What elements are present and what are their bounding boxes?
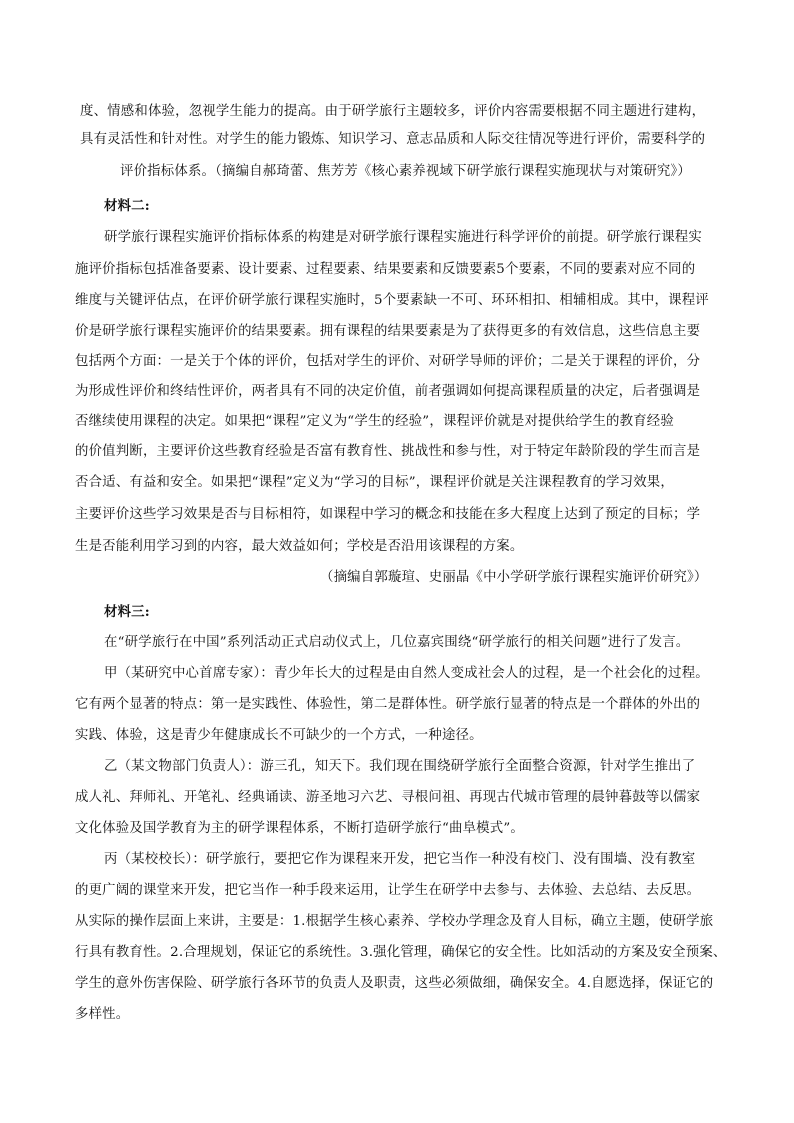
material-2-line-3: 维度与关键评估点，在评价研学旅行课程实施时，5个要素缺一不可、环环相扣、相辅相成。其中，课程评 xyxy=(75,293,709,308)
material-2-heading: 材料二: xyxy=(104,198,150,214)
material-3-line-13: 多样性。 xyxy=(75,1007,130,1022)
material-2-line-4: 价是研学旅行课程实施评价的结果要素。拥有课程的结果要素是为了获得更多的有效信息，这些信息主要 xyxy=(75,324,701,339)
material-2-line-5: 包括两个方面：一是关于个体的评价，包括对学生的评价、对研学导师的评价；二是关于课程的评价，分 xyxy=(75,354,701,369)
material-2-line-11: 生是否能利用学习到的内容，最大效益如何；学校是否沿用该课程的方案。 xyxy=(75,539,524,554)
material-2-line-2: 施评价指标包括准备要素、设计要素、过程要素、结果要素和反馈要素5个要素，不同的要素对应不同的 xyxy=(75,262,696,277)
material-3-line-1: 在“研学旅行在中国”系列活动正式启动仪式上，几位嘉宾围绕“研学旅行的相关问题”进行了发言。 xyxy=(104,635,690,650)
material-3-heading: 材料三: xyxy=(104,604,150,620)
material-3-line-5: 乙（某文物部门负责人）：游三孔，知天下。我们现在围绕研学旅行全面整合资源，针对学生推出了 xyxy=(104,759,696,774)
material-2-line-7: 否继续使用课程的决定。如果把“课程”定义为“学生的经验”，课程评价就是对提供给学生的教育经验 xyxy=(75,414,674,429)
material-2-source: （摘编自郭璇瑄、史丽晶《中小学研学旅行课程实施评价研究》） xyxy=(320,570,708,585)
continuation-line-1: 度、情感和体验，忽视学生能力的提高。由于研学旅行主题较多，评价内容需要根据不同主题进行建构， xyxy=(80,104,706,119)
material-2-line-1: 研学旅行课程实施评价指标体系的构建是对研学旅行课程实施进行科学评价的前提。研学旅行课程实 xyxy=(104,230,702,245)
material-2-line-8: 的价值判断，主要评价这些教育经验是否富有教育性、挑战性和参与性，对于特定年龄阶段的学生而言是 xyxy=(75,444,701,459)
material-3-line-3: 它有两个显著的特点：第一是实践性、体验性，第二是群体性。研学旅行显著的特点是一个群体的外出的 xyxy=(75,697,701,712)
material-3-line-7: 文化体验及国学教育为主的研学课程体系，不断打造研学旅行“曲阜模式”。 xyxy=(75,821,524,836)
material-3-line-10: 从实际的操作层面上来讲，主要是：1.根据学生核心素养、学校办学理念及育人目标，确立主题，使研学旅 xyxy=(75,914,714,929)
material-3-line-6: 成人礼、拜师礼、开笔礼、经典诵读、游圣地习六艺、寻根问祖、再现古代城市管理的晨钟暮鼓等以儒家 xyxy=(75,790,701,805)
material-3-line-2: 甲（某研究中心首席专家）：青少年长大的过程是由自然人变成社会人的过程，是一个社会化的过程。 xyxy=(104,666,709,681)
material-3-line-9: 的更广阔的课堂来开发，把它当作一种手段来运用，让学生在研学中去参与、去体验、去总结、去反思。 xyxy=(75,883,701,898)
continuation-source-line: 评价指标体系。（摘编自郝琦蕾、焦芳芳《核心素养视域下研学旅行课程实施现状与对策研究》） xyxy=(120,164,691,179)
material-2-line-10: 主要评价这些学习效果是否与目标相符，如课程中学习的概念和技能在多大程度上达到了预定的目标；学 xyxy=(75,507,701,522)
material-3-line-4: 实践、体验，这是青少年健康成长不可缺少的一个方式，一种途径。 xyxy=(75,728,483,743)
continuation-line-2: 具有灵活性和针对性。对学生的能力锻炼、知识学习、意志品质和人际交往情况等进行评价，需要科学的 xyxy=(80,132,706,147)
material-3-line-12: 学生的意外伤害保险、研学旅行各环节的负责人及职责，这些必须做细，确保安全。4.自愿选择，保证它的 xyxy=(75,976,714,991)
material-2-line-6: 为形成性评价和终结性评价，两者具有不同的决定价值，前者强调如何提高课程质量的决定，后者强调是 xyxy=(75,384,701,399)
material-3-line-11: 行具有教育性。2.合理规划，保证它的系统性。3.强化管理，确保它的安全性。比如活动的方案及安全预案、 xyxy=(75,945,727,960)
material-3-line-8: 丙（某校校长）：研学旅行，要把它作为课程来开发，把它当作一种没有校门、没有围墙、没有教室 xyxy=(104,852,696,867)
material-2-line-9: 否合适、有益和安全。如果把“课程”定义为“学习的目标”，课程评价就是关注课程教育的学习效果， xyxy=(75,475,674,490)
